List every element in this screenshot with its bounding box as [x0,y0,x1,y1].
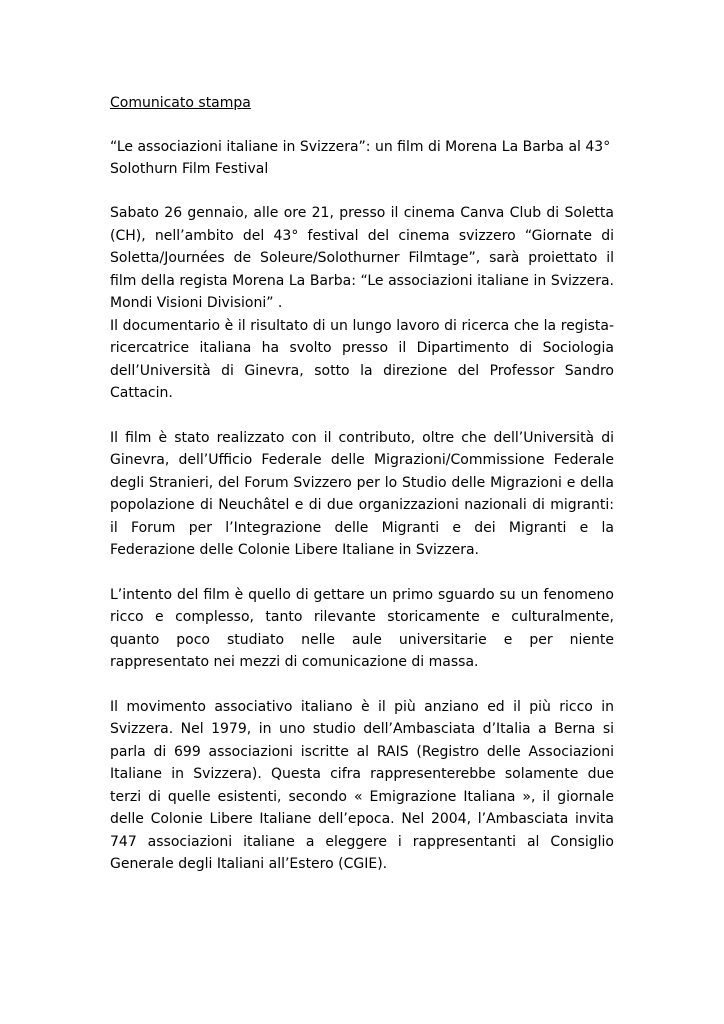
document-title-line-1: “Le associazioni italiane in Svizzera”: un film di Morena La Barba al 43° [110,139,611,155]
spacer [110,180,614,202]
spacer [110,405,614,427]
document-page [110,92,614,876]
paragraph-2: Il documentario è il risultato di un lungo lavoro di ricerca che la regista-ricercatrice italiana ha svolto presso il Dipartimento di Sociologia dell’Università di Ginevra, sotto la direzione del Professor Sandro Cattacin. [110,317,614,401]
document-title-line-2: Solothurn Film Festival [110,161,269,177]
document-heading: Comunicato stampa [110,95,251,111]
paragraph-5: Il movimento associativo italiano è il più anziano ed il più ricco in Svizzera. Nel 1979, in uno studio dell’Ambasciata d’Italia a Berna si parla di 699 associazioni iscritte al RAIS (Registro delle Associazioni Italiane in Svizzera). Questa cifra rappresenterebbe solamente due terzi di quelle esistenti, secondo « Emigrazione Italiana », il giornale delle Colonie Libere Italiane dell’epoca. Nel 2004, l’Ambasciata invita 747 associazioni italiane a eleggere i rappresentanti al Consiglio Generale degli Italiani all’Estero (CGIE). [110,698,614,872]
spacer [110,114,614,136]
paragraph-3: Il film è stato realizzato con il contributo, oltre che dell’Università di Ginevra, dell’Ufficio Federale delle Migrazioni/Commissione Federale degli Stranieri, del Forum Svizzero per lo Studio delle Migrazioni e della popolazione di Neuchâtel e di due organizzazioni nazionali di migranti: il Forum per l’Integrazione delle Migranti e dei Migranti e la Federazione delle Colonie Libere Italiane in Svizzera. [110,429,614,558]
spacer [110,562,614,584]
spacer [110,674,614,696]
paragraph-4: L’intento del film è quello di gettare un primo sguardo su un fenomeno ricco e complesso, tanto rilevante storicamente e culturalmente, quanto poco studiato nelle aule universitarie e per niente rappresentato nei mezzi di comunicazione di massa. [110,586,614,670]
paragraph-1: Sabato 26 gennaio, alle ore 21, presso il cinema Canva Club di Soletta (CH), nell’ambito del 43° festival del cinema svizzero “Giornate di Soletta/Journées de Soleure/Solothurner Filmtage”, sarà proiettato il film della regista Morena La Barba: “Le associazioni italiane in Svizzera. Mondi Visioni Divisioni” . [110,205,614,311]
